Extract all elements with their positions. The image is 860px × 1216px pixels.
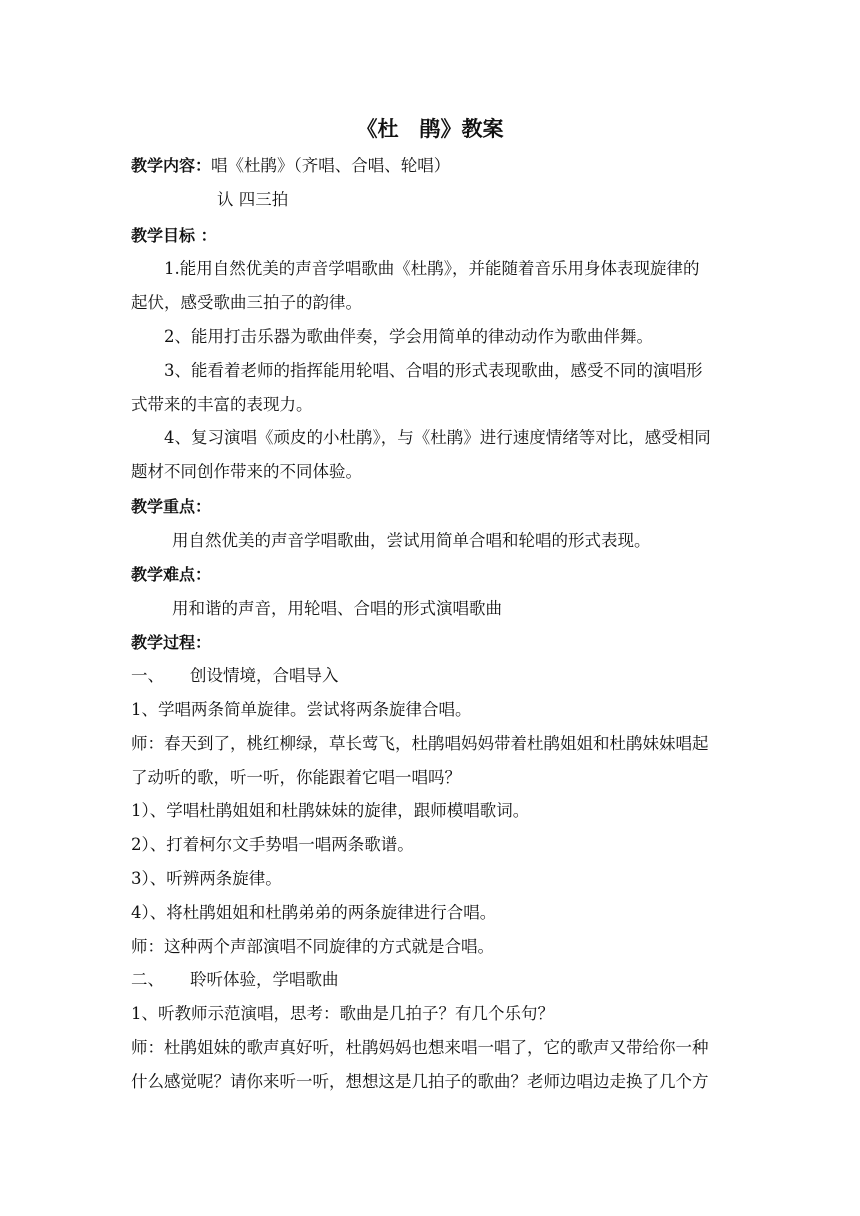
goal-4-line-2: 题材不同创作带来的不同体验。 <box>131 462 362 481</box>
paragraph-9-line-2: 什么感觉呢？请你来听一听，想想这是几拍子的歌曲？老师边唱边走换了几个方 <box>131 1072 709 1091</box>
step-2-number: 二、 <box>131 970 164 989</box>
content-line-2: 认 四三拍 <box>217 190 289 209</box>
content-text: 唱《杜鹃》（齐唱、合唱、轮唱） <box>211 156 451 175</box>
content-label: 教学内容： <box>131 156 212 175</box>
paragraph-8: 1、听教师示范演唱，思考：歌曲是几拍子？有几个乐句？ <box>131 1004 554 1023</box>
paragraph-7: 师：这种两个声部演唱不同旋律的方式就是合唱。 <box>131 937 494 956</box>
paragraph-4: 2）、打着柯尔文手势唱一唱两条歌谱。 <box>131 835 414 854</box>
paragraph-1: 1、学唱两条简单旋律。尝试将两条旋律合唱。 <box>131 700 472 719</box>
paragraph-6: 4）、将杜鹃姐姐和杜鹃弟弟的两条旋律进行合唱。 <box>131 903 497 922</box>
goal-1-line-1: 1.能用自然优美的声音学唱歌曲《杜鹃》，并能随着音乐用身体表现旋律的 <box>164 259 700 278</box>
paragraph-3: 1）、学唱杜鹃姐姐和杜鹃妹妹的旋律，跟师模唱歌词。 <box>131 801 530 820</box>
paragraph-5: 3）、听辨两条旋律。 <box>131 869 282 888</box>
difficulty-text: 用和谐的声音，用轮唱、合唱的形式演唱歌曲 <box>172 599 502 618</box>
document-title: 《杜 鹃》教案 <box>356 117 504 141</box>
goal-2: 2、能用打击乐器为歌曲伴奏，学会用简单的律动动作为歌曲伴舞。 <box>164 327 653 346</box>
paragraph-9-line-1: 师：杜鹃姐妹的歌声真好听，杜鹃妈妈也想来唱一唱了，它的歌声又带给你一种 <box>131 1038 709 1057</box>
goal-4-line-1: 4、复习演唱《顽皮的小杜鹃》，与《杜鹃》进行速度情绪等对比，感受相同 <box>164 428 711 447</box>
goal-3-line-2: 式带来的丰富的表现力。 <box>131 395 313 414</box>
goal-3-line-1: 3、能看着老师的指挥能用轮唱、合唱的形式表现歌曲，感受不同的演唱形 <box>164 361 703 380</box>
difficulty-label: 教学难点： <box>131 565 212 584</box>
step-1-number: 一、 <box>131 666 164 685</box>
step-1-title: 创设情境，合唱导入 <box>190 666 339 685</box>
paragraph-2-line-2: 了动听的歌，听一听，你能跟着它唱一唱吗？ <box>131 768 461 787</box>
goal-1-line-2: 起伏，感受歌曲三拍子的韵律。 <box>131 293 362 312</box>
step-2-title: 聆听体验，学唱歌曲 <box>190 970 339 989</box>
key-points-label: 教学重点： <box>131 497 212 516</box>
goals-label: 教学目标 ： <box>131 226 217 245</box>
process-label: 教学过程： <box>131 633 212 652</box>
content-line <box>131 156 450 176</box>
key-points-text: 用自然优美的声音学唱歌曲，尝试用简单合唱和轮唱的形式表现。 <box>172 531 651 550</box>
paragraph-2-line-1: 师：春天到了，桃红柳绿，草长莺飞，杜鹃唱妈妈带着杜鹃姐姐和杜鹃妹妹唱起 <box>131 734 709 753</box>
